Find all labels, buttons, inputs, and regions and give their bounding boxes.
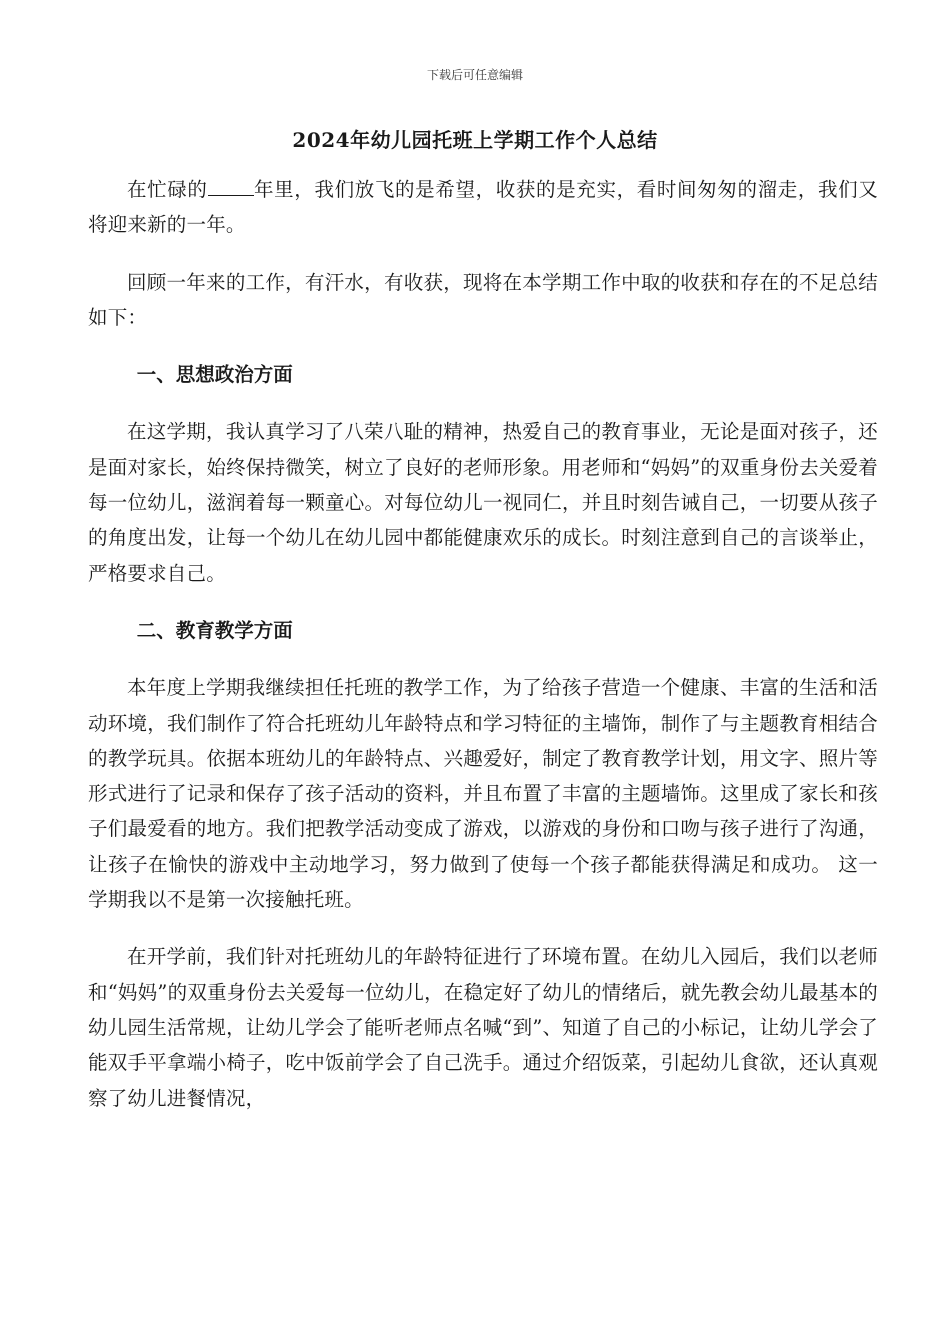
teaching-paragraph-2: 在开学前，我们针对托班幼儿的年龄特征进行了环境布置。在幼儿入园后，我们以老师和“妈妈”的双重身份去关爱每一位幼儿，在稳定好了幼儿的情绪后，就先教会幼儿最基本的幼儿园生活常规，让幼儿学会了能听老师点名喊“到”、知道了自己的小标记，让幼儿学会了能双手平拿端小椅子，吃中饭前学会了自己洗手。通过介绍饭菜，引起幼儿食欲，还认真观察了幼儿进餐情况，: [88, 945, 878, 1110]
header-note: 下载后可任意编辑: [426, 68, 523, 82]
section-heading-ideology: 一、思想政治方面: [136, 363, 293, 387]
section-heading-teaching: 二、教育教学方面: [136, 618, 293, 642]
document-title: 2024年幼儿园托班上学期工作个人总结: [292, 128, 658, 152]
intro-text-start: 在忙碌的: [127, 178, 208, 201]
document-body: [88, 172, 878, 1138]
teaching-paragraph-1: 本年度上学期我继续担任托班的教学工作，为了给孩子营造一个健康、丰富的生活和活动环境，我们制作了符合托班幼儿年龄特点和学习特征的主墙饰，制作了与主题教育相结合的教学玩具。依据本班幼儿的年龄特点、兴趣爱好，制定了教育教学计划，用文字、照片等形式进行了记录和保存了孩子活动的资料，并且布置了丰富的主题墙饰。这里成了家长和孩子们最爱看的地方。我们把教学活动变成了游戏，以游戏的身份和口吻与孩子进行了沟通，让孩子在愉快的游戏中主动地学习，努力做到了使每一个孩子都能获得满足和成功。 这一学期我以不是第一次接触托班。: [88, 676, 878, 912]
intro-paragraph: [88, 172, 878, 243]
ideology-paragraph: 在这学期，我认真学习了八荣八耻的精神，热爱自己的教育事业，无论是面对孩子，还是面对家长，始终保持微笑，树立了良好的老师形象。用老师和“妈妈”的双重身份去关爱着每一位幼儿，滋润着每一颗童心。对每位幼儿一视同仁，并且时刻告诫自己，一切要从孩子的角度出发，让每一个幼儿在幼儿园中都能健康欢乐的成长。时刻注意到自己的言谈举止，严格要求自己。: [88, 420, 878, 585]
intro-text-end: 年里，我们放飞的是希望，收获的是充实，看时间匆匆的溜走，我们又将迎来新的一年。: [88, 178, 878, 237]
fill-in-blank: [208, 179, 254, 196]
review-paragraph: 回顾一年来的工作，有汗水，有收获，现将在本学期工作中取的收获和存在的不足总结如下：: [88, 270, 878, 329]
